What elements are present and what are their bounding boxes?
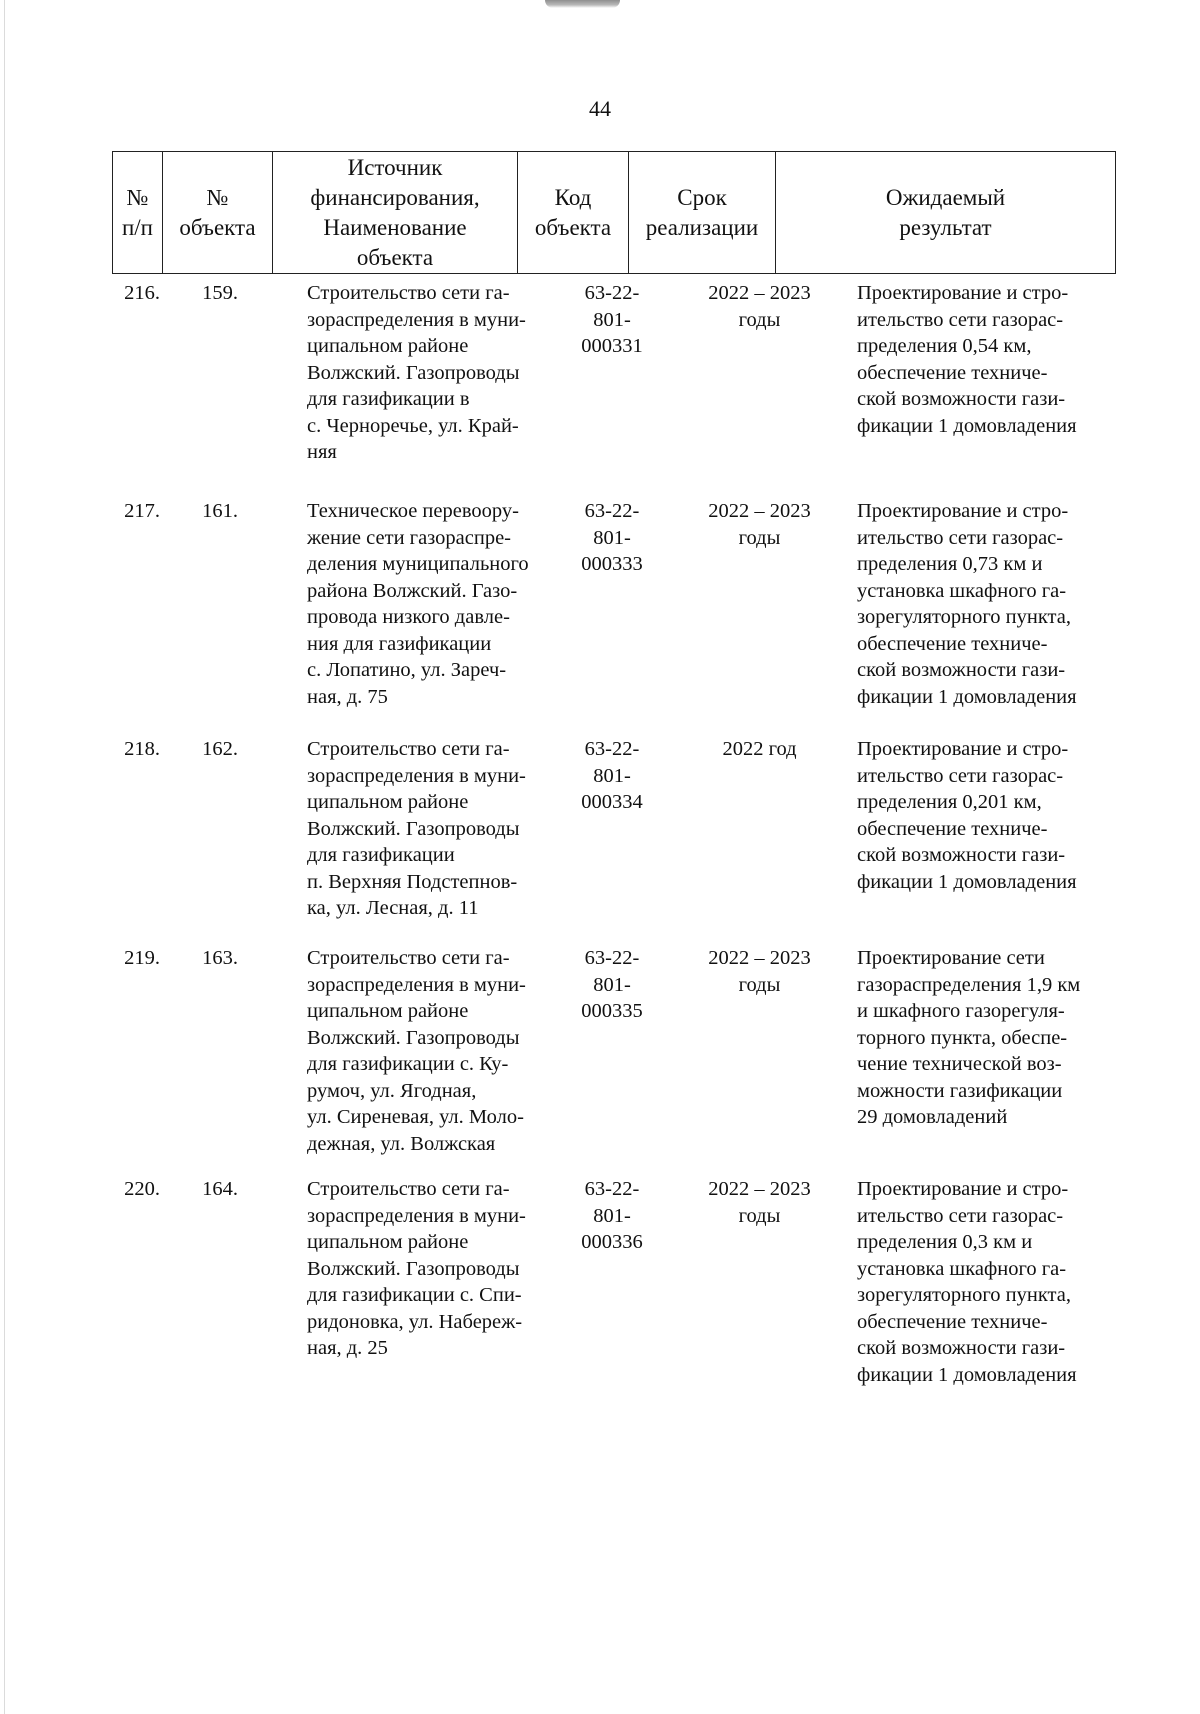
header-source: Источник финансирования, Наименование объекта (273, 152, 518, 274)
object-code: 63-22- 801- 000334 (581, 738, 643, 813)
term: 2022 – 2023 годы (708, 282, 811, 331)
header-object-number: № объекта (163, 152, 273, 274)
object-code: 63-22- 801- 000335 (581, 947, 643, 1022)
term: 2022 год (722, 738, 797, 760)
object-code: 63-22- 801- 000331 (581, 282, 643, 357)
source-name: Строительство сети га- зораспределения в муни- ципальном районе Волжский. Газопроводы для газификации с. Спи- ридоновка, ул. Набереж- ная, д. 25 (307, 1178, 526, 1359)
source-name: Строительство сети га- зораспределения в муни- ципальном районе Волжский. Газопроводы для газификации п. Верхняя Подстепнов- ка, ул. Лесная, д. 11 (307, 738, 526, 919)
object-code: 63-22- 801- 000336 (581, 1178, 643, 1253)
page-number: 44 (589, 96, 611, 121)
row-number: 217. (124, 500, 160, 522)
object-code: 63-22- 801- 000333 (581, 500, 643, 575)
object-number: 163. (202, 947, 238, 969)
result: Проектирование и стро- ительство сети газорас- пределения 0,3 км и установка шкафного га- зорегуляторного пункта, обеспечение техниче- ской возможности гази- фикации 1 домовладения (857, 1178, 1077, 1386)
header-term: Срок реализации (629, 152, 776, 274)
source-name: Строительство сети га- зораспределения в муни- ципальном районе Волжский. Газопроводы для газификации с. Ку- румоч, ул. Ягодная, ул. Сиреневая, ул. Моло- дежная, ул. Волжская (307, 947, 526, 1155)
row-number: 218. (124, 738, 160, 760)
header-result: Ожидаемый результат (776, 152, 1116, 274)
result: Проектирование и стро- ительство сети газорас- пределения 0,54 км, обеспечение техниче- ской возможности гази- фикации 1 домовладения (857, 282, 1077, 437)
object-number: 164. (202, 1178, 238, 1200)
result: Проектирование сети газораспределения 1,9 км и шкафного газорегуля- торного пункта, обеспе- чение технической воз- можности газификации 29 домовладений (857, 947, 1081, 1128)
source-name: Техническое перевоору- жение сети газораспре- деления муниципального района Волжский. Газо- провода низкого давле- ния для газификации с. Лопатино, ул. Зареч- ная, д. 75 (307, 500, 529, 708)
table-header (112, 151, 1116, 274)
result: Проектирование и стро- ительство сети газорас- пределения 0,201 км, обеспечение техниче- ской возможности гази- фикации 1 домовладения (857, 738, 1077, 893)
source-name: Строительство сети га- зораспределения в муни- ципальном районе Волжский. Газопроводы для газификации в с. Черноречье, ул. Край- няя (307, 282, 526, 463)
scan-mark-artifact (545, 0, 620, 8)
header-code: Код объекта (518, 152, 629, 274)
header-num: № п/п (113, 152, 163, 274)
row-number: 219. (124, 947, 160, 969)
object-number: 162. (202, 738, 238, 760)
object-number: 159. (202, 282, 238, 304)
term: 2022 – 2023 годы (708, 500, 811, 549)
term: 2022 – 2023 годы (708, 947, 811, 996)
object-number: 161. (202, 500, 238, 522)
header-row (113, 152, 1116, 274)
row-number: 220. (124, 1178, 160, 1200)
term: 2022 – 2023 годы (708, 1178, 811, 1227)
result: Проектирование и стро- ительство сети газорас- пределения 0,73 км и установка шкафного га- зорегуляторного пункта, обеспечение техниче- ской возможности гази- фикации 1 домовладения (857, 500, 1077, 708)
scan-edge-artifact (4, 0, 5, 1714)
row-number: 216. (124, 282, 160, 304)
